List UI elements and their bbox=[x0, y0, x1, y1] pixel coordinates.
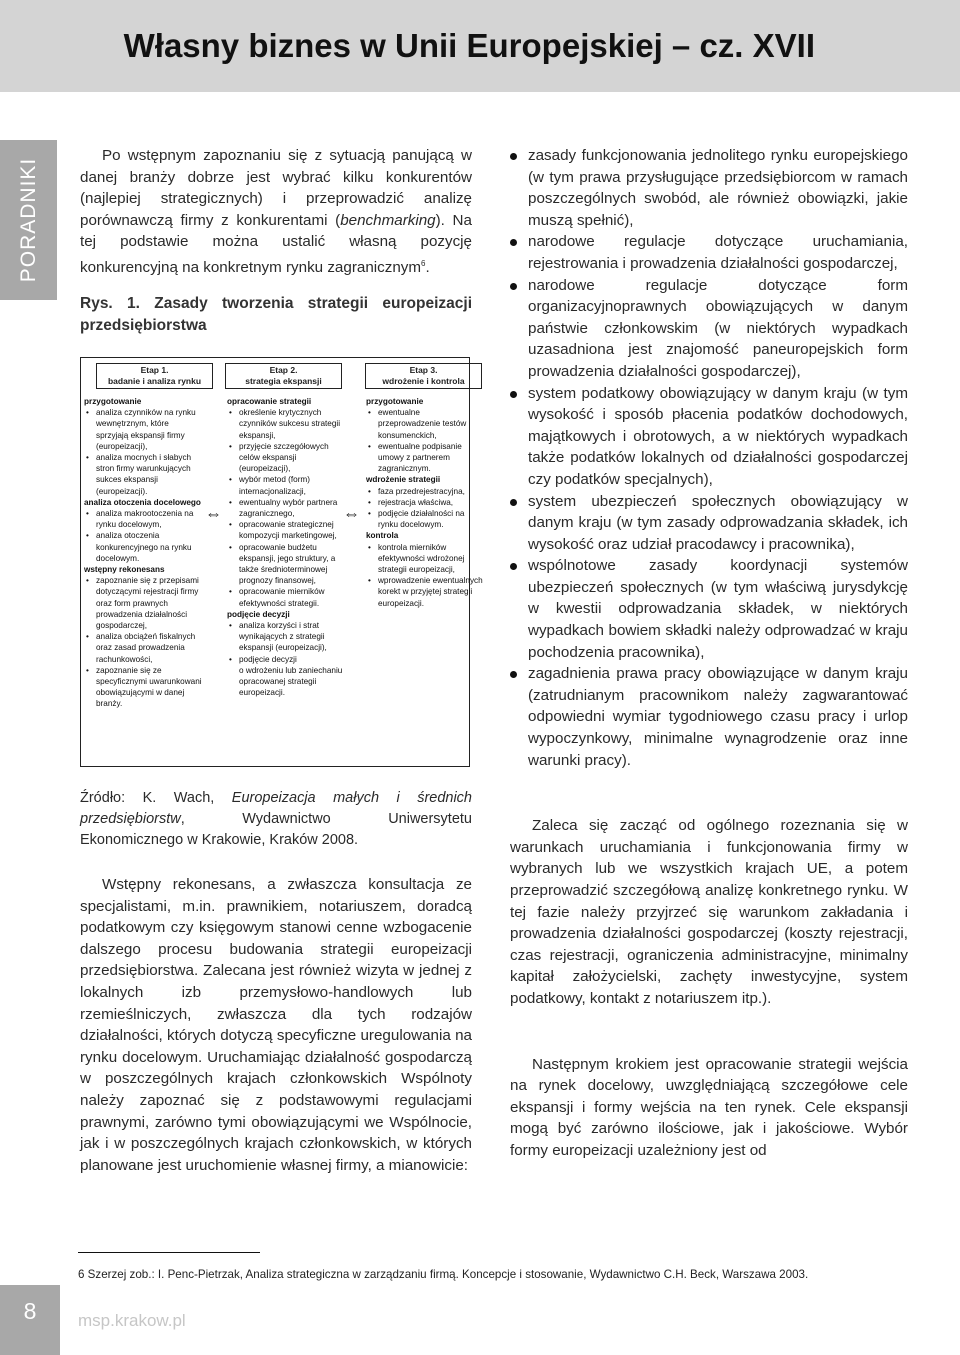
double-arrow-icon: ⇔ bbox=[205, 504, 222, 523]
stage-2-item-continued: o wdrożeniu lub zaniechaniu opracowanej strategii europeizacji. bbox=[239, 665, 343, 698]
left-column bbox=[80, 145, 472, 337]
stage-2-item: • opracowanie mierników efektywności strategii. bbox=[227, 586, 349, 608]
stage-1-item: • analiza mocnych i słabych stron firmy warunkujących sukces ekspansji (europeizacji). bbox=[84, 452, 202, 497]
list-item: wspólnotowe zasady koordynacji systemów ubezpieczeń społecznych (w tym właściwą jurysdykcję w kwestii odprowadzania składek, w niektórych wypadkach bowiem składki należy odprowadzać w kraju pochodzenia pracownika), bbox=[510, 555, 908, 663]
stage-2-heading: podjęcie decyzji bbox=[227, 609, 290, 619]
page-title: Własny biznes w Unii Europejskiej – cz. XVII bbox=[123, 27, 815, 64]
stage-2-details bbox=[227, 396, 349, 698]
stage-1-details bbox=[84, 396, 202, 710]
paragraph: Następnym krokiem jest opracowanie strategii wejścia na rynek docelowy, uwzględniającą szczegółowe cele ekspansji i formy wejścia na ten rynek. Cele ekspansji mogą być zarówno ilościowe, jak i jakościowe. Wybór formy europeizacji uzależniony jest od bbox=[510, 1055, 908, 1159]
source-prefix: Źródło: K. Wach, bbox=[80, 790, 232, 806]
stage-1-item: • analiza makrootoczenia na rynku docelowym, bbox=[84, 508, 202, 530]
stage-2-item: • opracowanie strategicznej kompozycji marketingowej, bbox=[227, 519, 349, 541]
right-column bbox=[510, 145, 908, 1162]
stage-3-item: • ewentualne podpisanie umowy z partnerem zagranicznym. bbox=[366, 441, 484, 475]
stage-2-item: • wybór metod (form) internacjonalizacji, bbox=[227, 474, 349, 496]
intro-paragraph bbox=[80, 145, 472, 279]
footnote-divider bbox=[78, 1252, 260, 1253]
stage-3-item: • faza przedrejestracyjna, bbox=[366, 486, 484, 497]
list-item: narodowe regulacje dotyczące uruchamiania, rejestrowania i prowadzenia działalności gospodarczej, bbox=[510, 231, 908, 274]
paragraph: Zaleca się zacząć od ogólnego rozeznania się w warunkach uruchamiania i funkcjonowania firmy w wybranych lub we wszystkich krajach UE, a potem przeprowadzić szczegółową analizę konkretnego rynku. W tej fazie należy przyjrzeć się warunkom zakładania i prowadzenia działalności gospodarczej (koszty rejestracji, czas rejestracji, ograniczenia administracyjne, minimalny kapitał założycielski, zachęty inwestycyjne, system podatkowy, kontakt z notariuszem itp.). bbox=[510, 817, 908, 1007]
list-item: zagadnienia prawa pracy obowiązujące w danym kraju (zatrudnianym pracownikom należy zagwarantować odpowiedni wymiar tygodniowego czasu pracy i urlop wypoczynkowy, minimalne wynagrodzenie oraz inne warunki pracy). bbox=[510, 663, 908, 771]
stage-3-details bbox=[366, 396, 484, 609]
stage-1-item: • analiza obciążeń fiskalnych oraz zasad prowadzenia rachunkowości, bbox=[84, 631, 202, 665]
list-item: narodowe regulacje dotyczące form organizacyjnoprawnych obowiązujących w danym państwie członkowskim (w niektórych wypadkach uzasadniona jest znajomość paneuropejskich form prowadzenia działalności gospodarczej), bbox=[510, 275, 908, 383]
section-tab bbox=[0, 140, 57, 300]
list-item: system podatkowy obowiązujący w danym kraju (w tym wysokość i sposób płacenia podatków dochodowych, majątkowych i obrotowych, a w niektórych wypadkach także podatków lokalnych od działalności gospodarczej czy podatków specjalnych), bbox=[510, 383, 908, 491]
source-rest: , Wydawnictwo Uniwersytetu Ekonomicznego w Krakowie, Kraków 2008. bbox=[80, 811, 472, 848]
source-title: Europeizacja małych i średnich przedsiębiorstw bbox=[80, 790, 472, 827]
intro-period: . bbox=[425, 259, 430, 277]
stage-3-item: • podjęcie działalności na rynku docelowym. bbox=[366, 508, 484, 530]
website-link[interactable]: msp.krakow.pl bbox=[78, 1311, 186, 1330]
stage-1-item: • zapoznanie się ze specyficznymi uwarunkowani obowiązującymi w danej branży. bbox=[84, 665, 202, 710]
intro-text: Po wstępnym zapoznaniu się z sytuacją panującą w danej branży dobrze jest wybrać kilku konkurentów (najlepiej strategicznych) i przeprowadzić analizę porównawczą firmy z konkurentami ( bbox=[80, 147, 472, 229]
stage-1-heading: przygotowanie bbox=[84, 397, 142, 406]
list-item: zasady funkcjonowania jednolitego rynku europejskiego (w tym prawa przysługujące przedsiębiorcom w ramach poszczególnych swobód, ale również obowiązki, jakie muszą spełnić), bbox=[510, 145, 908, 231]
stage-2-header bbox=[225, 363, 342, 389]
stage-3-heading: przygotowanie bbox=[366, 397, 424, 406]
stage-2-item: • przyjęcie szczegółowych celów ekspansji (europeizacji), bbox=[227, 441, 349, 475]
stage-2-title: strategia ekspansji bbox=[245, 376, 322, 386]
left-column-lower bbox=[80, 788, 472, 1176]
stage-1-header bbox=[96, 363, 213, 389]
stage-2-item: • ewentualny wybór partnera zagranicznego, bbox=[227, 497, 349, 519]
stage-2-item: • określenie krytycznych czynników sukcesu strategii ekspansji, bbox=[227, 407, 349, 441]
stage-2-item: • opracowanie budżetu ekspansji, jego struktury, a także średnioterminowej prognozy finansowej, bbox=[227, 542, 349, 587]
stage-1-item: • analiza otoczenia konkurencyjnego na rynku docelowym. bbox=[84, 530, 202, 564]
stage-3-item: • rejestracja właściwa, bbox=[366, 497, 484, 508]
footnote-ref: 6 bbox=[421, 258, 426, 268]
intro-italic: benchmarking bbox=[340, 211, 436, 229]
stage-3-header bbox=[365, 363, 482, 389]
page-header bbox=[0, 0, 960, 92]
figure-caption: Rys. 1. Zasady tworzenia strategii europeizacji przedsiębiorstwa bbox=[80, 294, 472, 334]
stage-3-heading: kontrola bbox=[366, 531, 399, 541]
stage-3-title: wdrożenie i kontrola bbox=[382, 376, 465, 386]
section-tab-label: PORADNIKI bbox=[16, 157, 40, 283]
intro-end: ). Na tej podstawie można ustalić własną pozycję konkurencyjną na konkretnym rynku zagranicznym bbox=[80, 211, 472, 277]
stage-1-heading: wstępny rekonesans bbox=[84, 565, 165, 575]
list-item: system ubezpieczeń społecznych obowiązujący w danym kraju (w tym zasady odprowadzania składek, ich wysokość oraz udział pracodawcy i pracownika), bbox=[510, 491, 908, 556]
stage-2-item: • podjęcie decyzji bbox=[227, 654, 349, 665]
stage-3-item: • wprowadzenie ewentualnych korekt w przyjętej strategii europeizacji. bbox=[366, 575, 484, 609]
figure-source bbox=[80, 788, 472, 851]
footnote: 6 Szerzej zob.: I. Penc-Pietrzak, Analiza strategiczna w zarządzaniu firmą. Koncepcje i stosowanie, Wydawnictwo C.H. Beck, Warszawa 2003. bbox=[78, 1268, 809, 1281]
stage-3-heading: wdrożenie strategii bbox=[366, 475, 441, 485]
stage-1-item: • zapoznanie się z przepisami dotyczącymi rejestracji firmy oraz form prawnych prowadzenia działalności gospodarczej, bbox=[84, 575, 202, 631]
stage-3-item: • kontrola mierników efektywności wdrożonej strategii europeizacji, bbox=[366, 542, 484, 576]
stage-3-item: • ewentualne przeprowadzenie testów konsumenckich, bbox=[366, 407, 484, 441]
stage-1-item: • analiza czynników na rynku wewnętrznym, które sprzyjają ekspansji firmy (europeizacji), bbox=[84, 407, 202, 452]
strategy-figure bbox=[80, 357, 483, 767]
page-number: 8 bbox=[23, 1298, 37, 1324]
regulations-list bbox=[510, 145, 908, 771]
stage-2-number: Etap 2. bbox=[269, 365, 298, 375]
double-arrow-icon: ⇔ bbox=[343, 504, 360, 523]
stage-2-heading: opracowanie strategii bbox=[227, 397, 312, 406]
paragraph: Wstępny rekonesans, a zwłaszcza konsultacja ze specjalistami, m.in. prawnikiem, notariuszem, doradcą podatkowym czy księgowym stanowi cenne wzbogacenie dalszego procesu budowania strategii europeizacji przedsiębiorstwa. Zalecana jest również wizyta w jednej z lokalnych izb przemysłowo-handlowych lub rzemieślniczych, zwłaszcza dla tych rodzajów działalności, których dotyczą specyficzne uregulowania na rynku docelowym. Uruchamiając działalność gospodarczą w poszczególnych krajach członkowskich Wspólnoty należy zapoznać się z podstawowymi regulacjami prawnymi, zarówno tymi obowiązującymi we Wspólnocie, jak i w poszczególnych krajach członkowskich, w których planowane jest uruchomienie własnej firmy, a mianowicie: bbox=[80, 876, 472, 1174]
stage-1-title: badanie i analiza rynku bbox=[107, 376, 202, 386]
stage-3-number: Etap 3. bbox=[409, 365, 438, 375]
stage-2-item: • analiza korzyści i strat wynikających z strategii ekspansji (europeizacji), bbox=[227, 620, 349, 654]
stage-1-number: Etap 1. bbox=[140, 365, 169, 375]
stage-1-heading: analiza otoczenia docelowego bbox=[84, 497, 201, 507]
